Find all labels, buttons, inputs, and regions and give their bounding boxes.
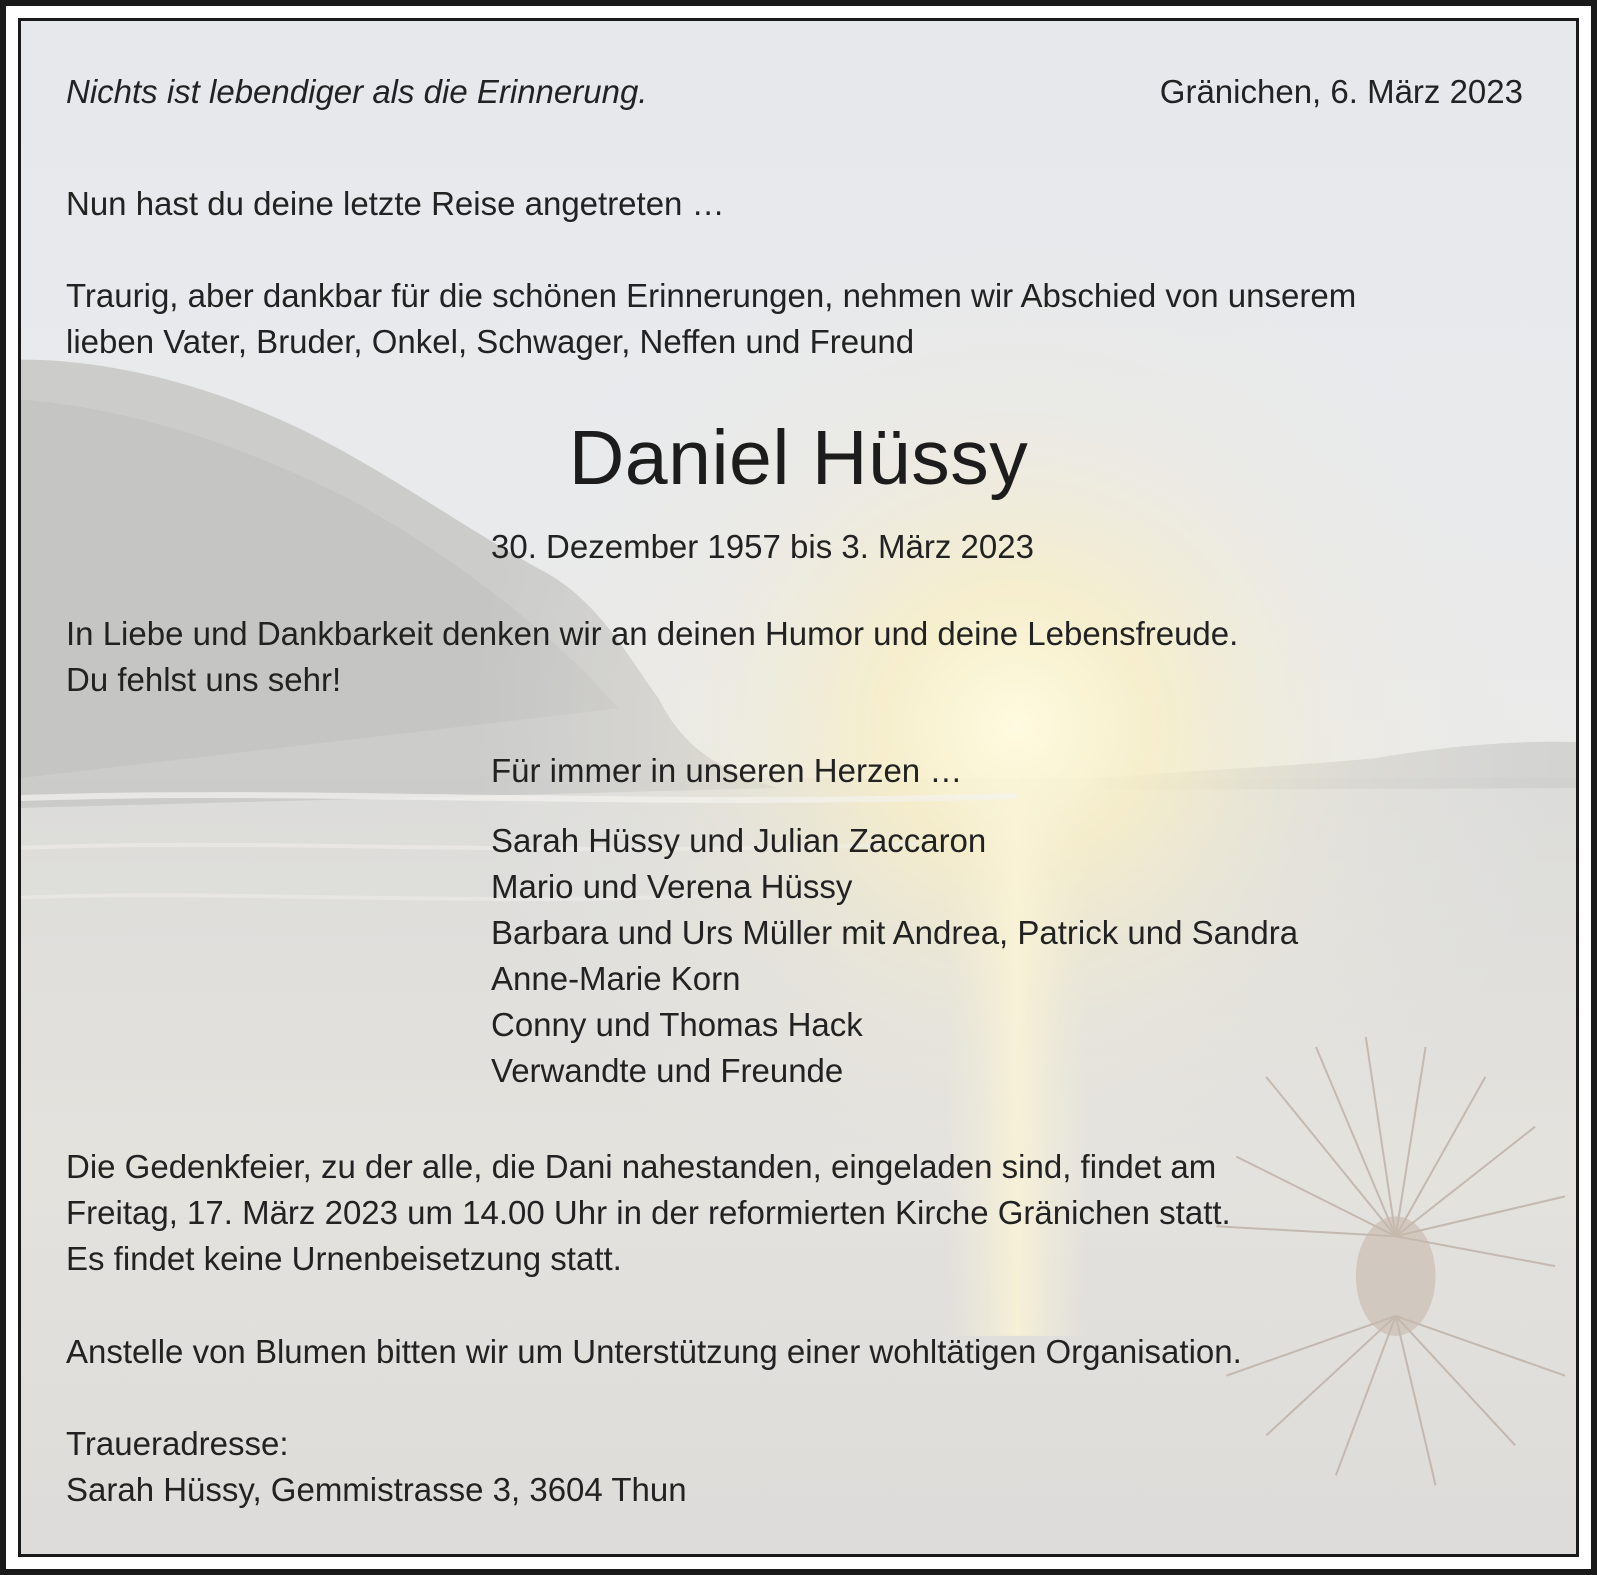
mourner-name: Verwandte und Freunde — [491, 1052, 844, 1089]
mourner-name: Anne-Marie Korn — [491, 960, 741, 997]
obituary-notice — [18, 18, 1579, 1557]
mourner-name: Barbara und Urs Müller mit Andrea, Patrick und Sandra — [491, 914, 1299, 951]
place-and-date: Gränichen, 6. März 2023 — [1159, 73, 1523, 110]
mourners-heading: Für immer in unseren Herzen … — [491, 752, 963, 789]
deceased-name: Daniel Hüssy — [568, 415, 1029, 501]
remembrance-line: In Liebe und Dankbarkeit denken wir an deinen Humor und deine Lebensfreude. — [66, 615, 1239, 652]
donation-note: Anstelle von Blumen bitten wir um Unterstützung einer wohltätigen Organisation. — [66, 1333, 1242, 1370]
life-dates: 30. Dezember 1957 bis 3. März 2023 — [491, 528, 1034, 565]
intro-line: Nun hast du deine letzte Reise angetreten … — [66, 185, 725, 222]
ceremony-line: Die Gedenkfeier, zu der alle, die Dani nahestanden, eingeladen sind, findet am — [66, 1148, 1217, 1185]
remembrance-paragraph — [66, 611, 1238, 703]
mourner-name: Conny und Thomas Hack — [491, 1006, 863, 1043]
mourners-list — [491, 818, 1298, 1094]
address-value: Sarah Hüssy, Gemmistrasse 3, 3604 Thun — [66, 1471, 687, 1508]
remembrance-line: Du fehlst uns sehr! — [66, 661, 342, 698]
farewell-line: lieben Vater, Bruder, Onkel, Schwager, Neffen und Freund — [66, 323, 915, 360]
farewell-paragraph — [66, 273, 1356, 365]
ceremony-line: Freitag, 17. März 2023 um 14.00 Uhr in der reformierten Kirche Gränichen statt. — [66, 1194, 1231, 1231]
motto: Nichts ist lebendiger als die Erinnerung. — [66, 73, 648, 110]
ceremony-paragraph — [66, 1144, 1231, 1282]
mourner-name: Sarah Hüssy und Julian Zaccaron — [491, 822, 987, 859]
ceremony-line: Es findet keine Urnenbeisetzung statt. — [66, 1240, 622, 1277]
mourning-address — [66, 1421, 687, 1513]
mourner-name: Mario und Verena Hüssy — [491, 868, 853, 905]
farewell-line: Traurig, aber dankbar für die schönen Erinnerungen, nehmen wir Abschied von unserem — [66, 277, 1357, 314]
address-label: Traueradresse: — [66, 1425, 289, 1462]
